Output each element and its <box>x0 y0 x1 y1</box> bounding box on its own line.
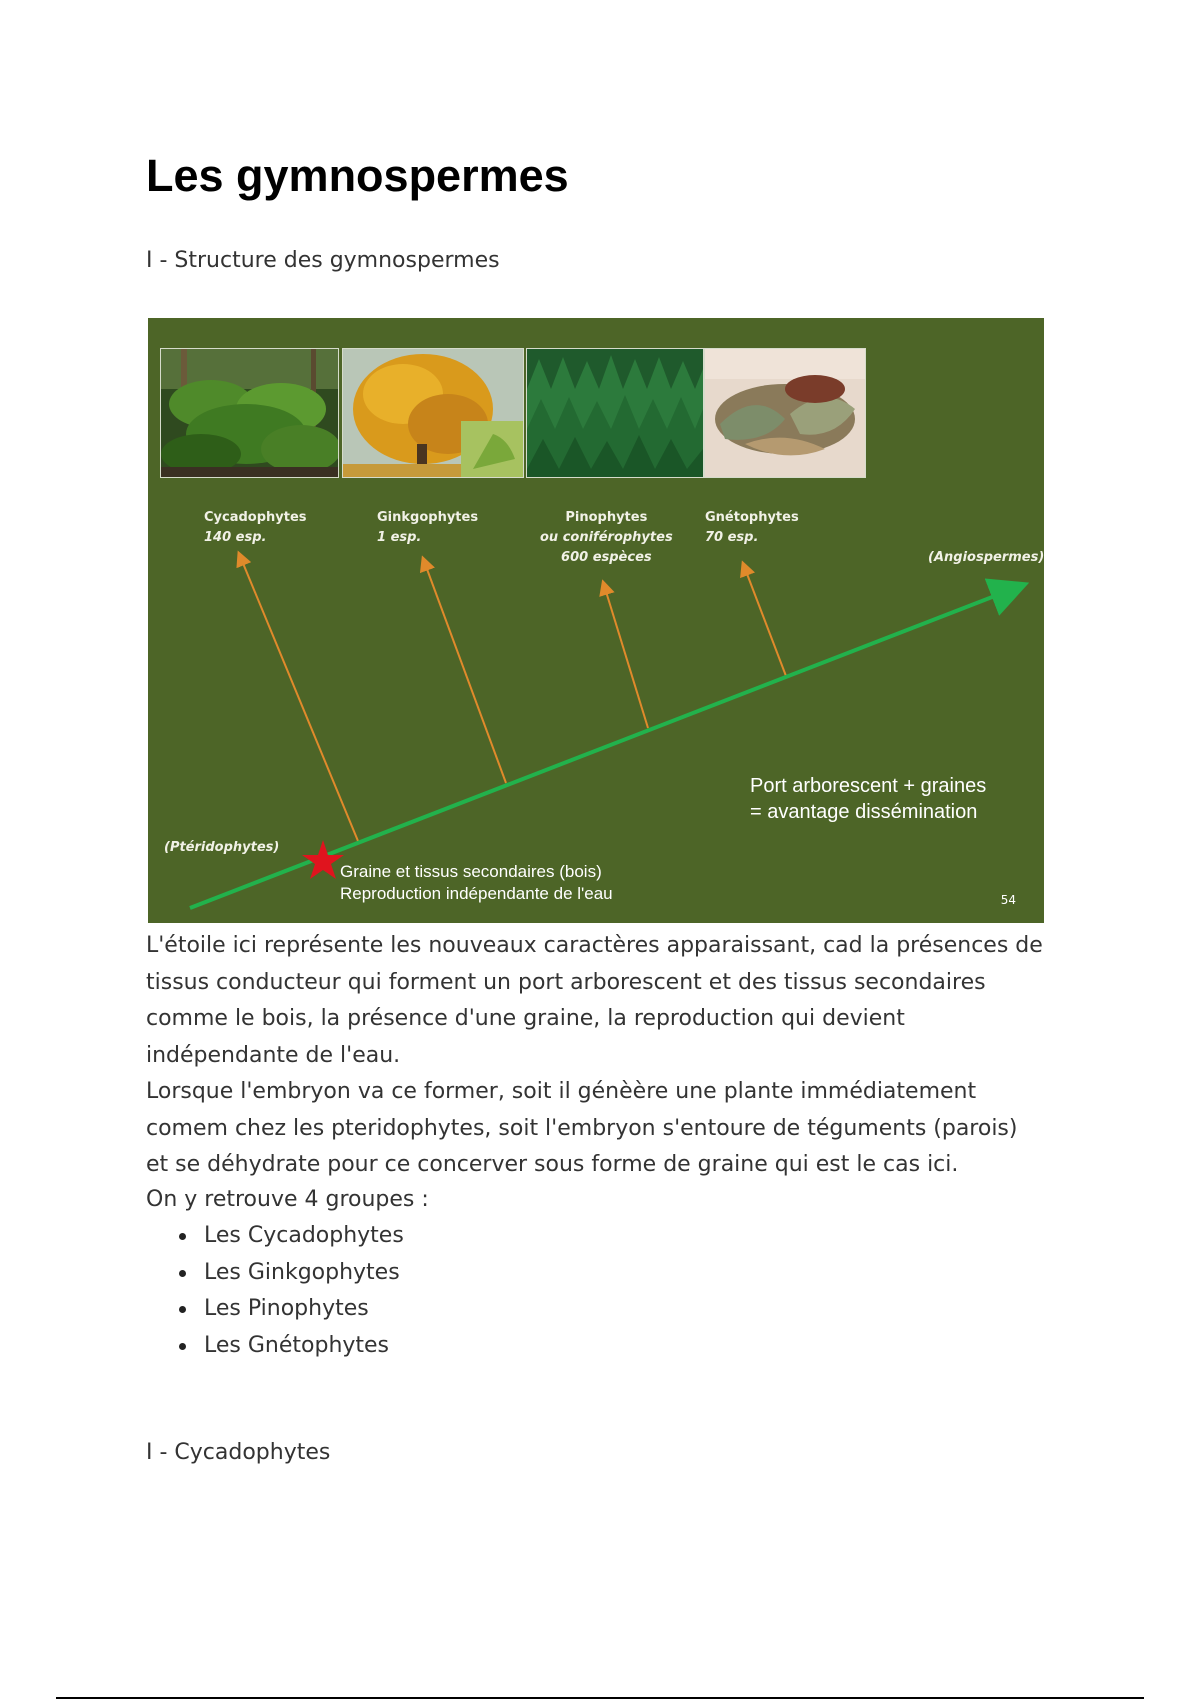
label-pteridophytes: (Ptéridophytes) <box>164 840 280 855</box>
label-cycadophytes <box>204 508 307 548</box>
list-intro: On y retrouve 4 groupes : <box>146 1187 429 1212</box>
paragraph-star-explanation: L'étoile ici représente les nouveaux caractères apparaissant, cad la présences de tissus conducteur qui forment un port arborescent et des tissus secondaires comme le bois, la présence d'une graine, la reproduction qui devient indépendante de l'eau. <box>146 933 1043 1068</box>
bullet-icon <box>179 1343 186 1350</box>
branch-cycadophytes <box>240 556 358 841</box>
slide-number: 54 <box>1000 893 1016 907</box>
phylogeny-slide <box>148 318 1044 923</box>
branch-ginkgophytes <box>424 561 506 783</box>
paragraph-embryo: Lorsque l'embryon va ce former, soit il génèère une plante immédiatement comem chez les pteridophytes, soit l'embryon s'entoure de téguments (parois) et se déhydrate pour ce concerver sous forme de graine qui est le cas ici. <box>146 1079 1018 1177</box>
list-item <box>146 1255 404 1292</box>
branch-pinophytes <box>604 585 648 728</box>
star-caption-line-2: Reproduction indépendante de l'eau <box>340 884 613 903</box>
page-title: Les gymnospermes <box>146 150 569 201</box>
list-item-label: Les Cycadophytes <box>204 1223 404 1248</box>
note-line-1: Port arborescent + graines <box>750 775 987 797</box>
star-caption-line-1: Graine et tissus secondaires (bois) <box>340 862 602 881</box>
list-item-label: Les Pinophytes <box>204 1296 369 1321</box>
page-bottom-rule <box>56 1697 1144 1699</box>
bullet-icon <box>179 1306 186 1313</box>
label-ginkgophytes <box>377 508 478 548</box>
branch-gnetophytes <box>744 566 786 676</box>
group-name: Cycadophytes <box>204 510 307 525</box>
list-item <box>146 1328 404 1365</box>
group-count: 600 espèces <box>561 550 652 565</box>
section-heading-structure: I - Structure des gymnospermes <box>146 248 500 273</box>
group-count: 1 esp. <box>377 530 422 545</box>
group-name: Gnétophytes <box>705 510 799 525</box>
label-pinophytes <box>540 508 673 568</box>
group-name: Pinophytes <box>565 510 648 525</box>
list-item <box>146 1291 404 1328</box>
label-gnetophytes <box>705 508 799 548</box>
group-count: 140 esp. <box>204 530 267 545</box>
note-line-2: = avantage dissémination <box>750 801 978 823</box>
list-item-label: Les Ginkgophytes <box>204 1259 400 1285</box>
label-angiospermes: (Angiospermes) <box>928 550 1044 565</box>
bullet-icon <box>179 1233 186 1240</box>
star-icon <box>302 840 344 879</box>
star-caption <box>340 861 613 905</box>
advantage-note <box>750 773 986 825</box>
group-name: Ginkgophytes <box>377 510 479 525</box>
section-heading-cycadophytes: I - Cycadophytes <box>146 1440 331 1465</box>
phylogeny-tree <box>148 318 1044 923</box>
list-item-label: Les Gnétophytes <box>204 1332 390 1358</box>
list-item <box>146 1218 404 1255</box>
group-count: 70 esp. <box>705 530 759 545</box>
bullet-icon <box>179 1270 186 1277</box>
group-alt-name: ou coniférophytes <box>540 530 673 545</box>
groups-list <box>146 1218 404 1364</box>
